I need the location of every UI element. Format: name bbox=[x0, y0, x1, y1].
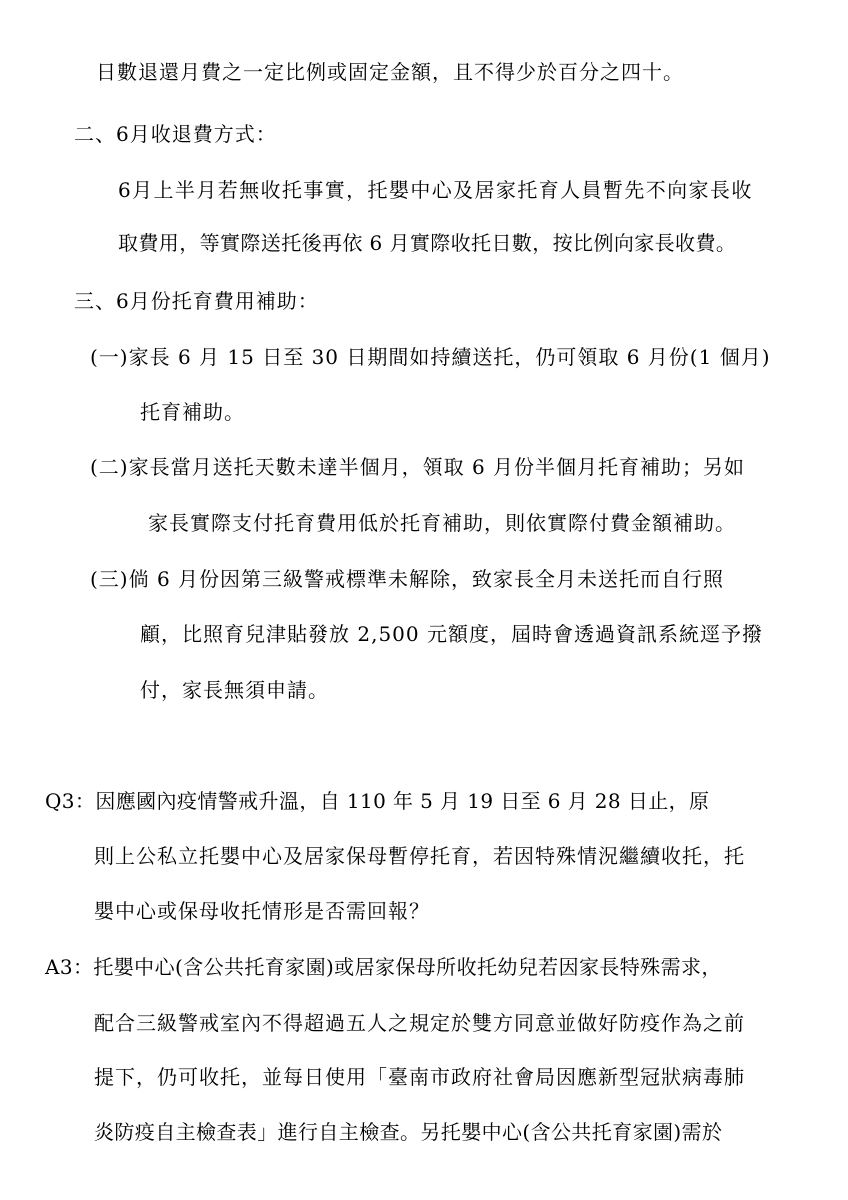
section-2-line-1: 6月上半月若無收托事實，托嬰中心及居家托育人員暫先不向家長收 bbox=[118, 178, 753, 202]
a3-answer-line-3: 提下，仍可收托，並每日使用「臺南市政府社會局因應新型冠狀病毒肺 bbox=[94, 1065, 745, 1089]
section-3-item-2-line-2: 家長實際支付托育費用低於托育補助，則依實際付費金額補助。 bbox=[148, 511, 736, 535]
section-2-heading: 二、6月收退費方式： bbox=[74, 122, 277, 146]
section-3-item-3-line-2: 顧，比照育兒津貼發放 2,500 元額度，屆時會透過資訊系統逕予撥 bbox=[140, 622, 763, 646]
a3-answer-line-2: 配合三級警戒室內不得超過五人之規定於雙方同意並做好防疫作為之前 bbox=[94, 1011, 745, 1035]
section-2-line-2: 取費用，等實際送托後再依 6 月實際收托日數，按比例向家長收費。 bbox=[118, 231, 737, 255]
section-3-item-3-line-1: (三)倘 6 月份因第三級警戒標準未解除，致家長全月未送托而自行照 bbox=[90, 567, 725, 591]
section-3-item-1-line-1: (一)家長 6 月 15 日至 30 日期間如持續送托，仍可領取 6 月份(1 個月) bbox=[90, 345, 771, 369]
section-3-item-1-line-2: 托育補助。 bbox=[140, 400, 245, 424]
section-3-item-2-line-1: (二)家長當月送托天數未達半個月，領取 6 月份半個月托育補助；另如 bbox=[90, 455, 746, 479]
a3-answer-line-1: A3：托嬰中心(含公共托育家園)或居家保母所收托幼兒若因家長特殊需求， bbox=[45, 955, 722, 979]
top-fragment-line: 日數退還月費之一定比例或固定金額，且不得少於百分之四十。 bbox=[96, 60, 684, 84]
section-3-item-3-line-3: 付，家長無須申請。 bbox=[140, 678, 329, 702]
q3-question-line-2: 則上公私立托嬰中心及居家保母暫停托育，若因特殊情況繼續收托，托 bbox=[94, 844, 745, 868]
a3-answer-line-4: 炎防疫自主檢查表」進行自主檢查。另托嬰中心(含公共托育家園)需於 bbox=[94, 1120, 723, 1144]
section-3-heading: 三、6月份托育費用補助： bbox=[74, 289, 319, 313]
q3-question-line-3: 嬰中心或保母收托情形是否需回報？ bbox=[94, 899, 430, 923]
q3-question-line-1: Q3：因應國內疫情警戒升溫，自 110 年 5 月 19 日至 6 月 28 日止，原 bbox=[45, 789, 710, 813]
